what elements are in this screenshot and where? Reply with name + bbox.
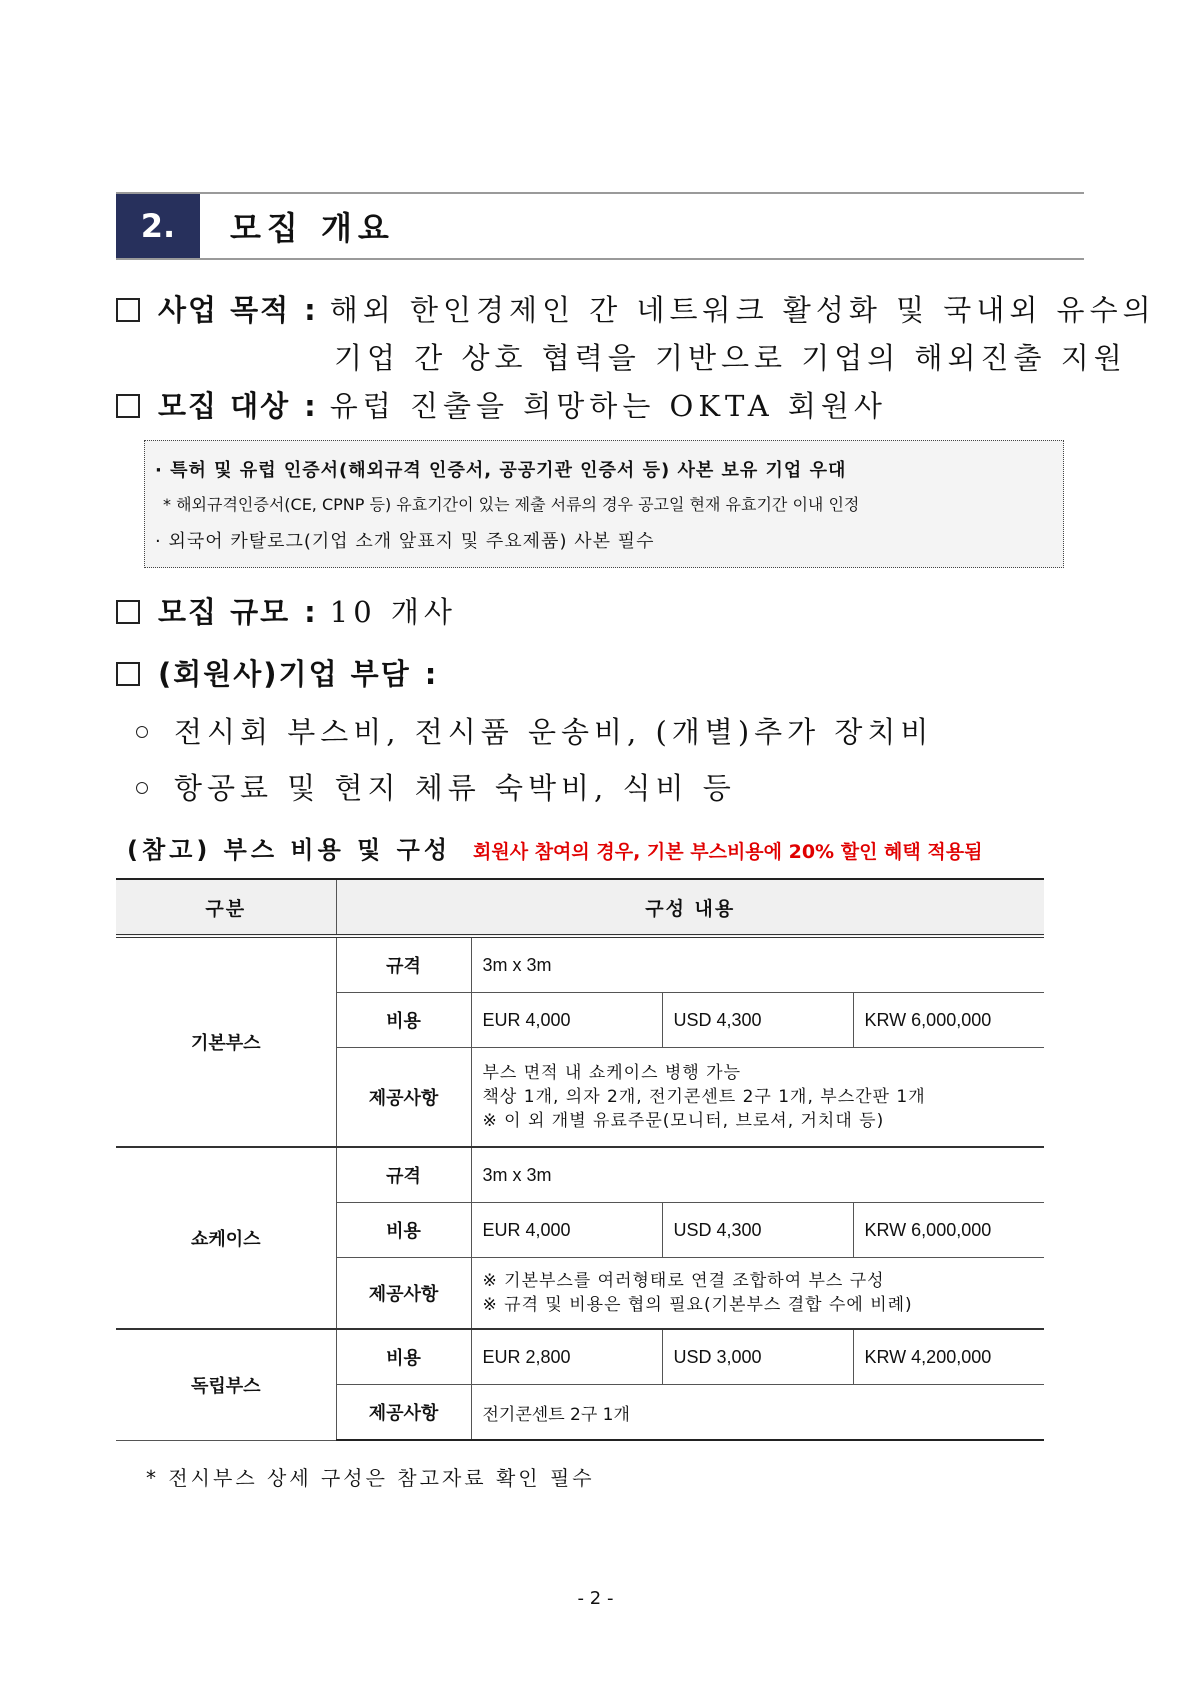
target-label: 모집 대상 (158, 389, 291, 423)
notice-line-3: · 외국어 카탈로그(기업 소개 앞표지 및 주요제품) 사본 필수 (155, 531, 655, 552)
table-row (116, 1147, 1044, 1203)
basic-cost-usd: USD 4,300 (662, 993, 853, 1048)
burden-label: (회원사)기업 부담 (158, 657, 411, 691)
showcase-spec-label: 규격 (336, 1147, 471, 1203)
checkbox-square-icon (116, 298, 140, 322)
purpose-colon: : (304, 293, 316, 327)
reference-title: (참고) 부스 비용 및 구성 (127, 836, 452, 864)
showcase-provide-line-2: ※ 규격 및 비용은 협의 필요(기본부스 결합 수에 비례) (482, 1295, 913, 1315)
circle-bullet-icon (136, 726, 148, 738)
independent-provide-value: 전기콘센트 2구 1개 (471, 1385, 1044, 1441)
basic-spec-value: 3m x 3m (471, 936, 1044, 993)
circle-bullet-icon (136, 782, 148, 794)
reference-discount-note: 회원사 참여의 경우, 기본 부스비용에 20% 할인 혜택 적용됨 (473, 841, 983, 863)
purpose-line-2: 기업 간 상호 협력을 기반으로 기업의 해외진출 지원 (334, 341, 1127, 375)
basic-cost-label: 비용 (336, 993, 471, 1048)
notice-box (144, 440, 1064, 568)
burden-sub-text-1: 전시회 부스비, 전시품 운송비, (개별)추가 장치비 (174, 715, 934, 749)
showcase-spec-value: 3m x 3m (471, 1147, 1044, 1203)
checkbox-square-icon (116, 662, 140, 686)
purpose-line-1: 해외 한인경제인 간 네트워크 활성화 및 국내외 유수의 (329, 293, 1156, 327)
showcase-cost-eur: EUR 4,000 (471, 1203, 662, 1258)
independent-provide-label: 제공사항 (336, 1385, 471, 1441)
basic-provide-line-1: 부스 면적 내 쇼케이스 병행 가능 (482, 1063, 742, 1083)
page-number: - 2 - (577, 1588, 614, 1609)
independent-cost-eur: EUR 2,800 (471, 1329, 662, 1385)
basic-provide-line-2: 책상 1개, 의자 2개, 전기콘센트 2구 1개, 부스간판 1개 (482, 1087, 926, 1107)
basic-cost-krw: KRW 6,000,000 (853, 993, 1044, 1048)
section-number-badge: 2. (116, 194, 200, 258)
basic-provide-label: 제공사항 (336, 1048, 471, 1148)
scale-text: 10 개사 (329, 595, 457, 629)
reference-heading (127, 830, 982, 865)
showcase-provide-label: 제공사항 (336, 1258, 471, 1330)
showcase-cost-usd: USD 4,300 (662, 1203, 853, 1258)
basic-cost-eur: EUR 4,000 (471, 993, 662, 1048)
table-row (116, 1329, 1044, 1385)
basic-provide-line-3: ※ 이 외 개별 유료주문(모니터, 브로셔, 거치대 등) (482, 1111, 885, 1131)
purpose-item (116, 288, 1156, 329)
showcase-provide-line-1: ※ 기본부스를 여러형태로 연결 조합하여 부스 구성 (482, 1271, 885, 1291)
purpose-label: 사업 목적 (158, 293, 291, 327)
scale-label: 모집 규모 (158, 595, 291, 629)
basic-booth-name: 기본부스 (116, 936, 336, 1147)
section-title: 모집 개요 (230, 209, 395, 247)
target-colon: : (304, 389, 316, 423)
header-category: 구분 (116, 879, 336, 936)
independent-cost-usd: USD 3,000 (662, 1329, 853, 1385)
burden-sub-item-2 (136, 766, 736, 807)
notice-line-2: * 해외규격인증서(CE, CPNP 등) 유효기간이 있는 제출 서류의 경우 공고일 현재 유효기간 이내 인정 (163, 495, 860, 514)
showcase-cost-krw: KRW 6,000,000 (853, 1203, 1044, 1258)
scale-item (116, 590, 457, 631)
booth-cost-table (116, 878, 1044, 1441)
target-item (116, 384, 887, 425)
burden-sub-item-1 (136, 710, 933, 751)
burden-item (116, 652, 450, 693)
independent-cost-krw: KRW 4,200,000 (853, 1329, 1044, 1385)
notice-line-1: · 특허 및 유럽 인증서(해외규격 인증서, 공공기관 인증서 등) 사본 보유 기업 우대 (155, 460, 847, 481)
basic-provide-cell (471, 1048, 1044, 1148)
checkbox-square-icon (116, 394, 140, 418)
checkbox-square-icon (116, 600, 140, 624)
scale-colon: : (304, 595, 316, 629)
section-top-rule (116, 192, 1084, 194)
showcase-provide-cell (471, 1258, 1044, 1330)
header-content: 구성 내용 (336, 879, 1044, 936)
section-bottom-rule (116, 258, 1084, 260)
independent-cost-label: 비용 (336, 1329, 471, 1385)
basic-spec-label: 규격 (336, 936, 471, 993)
independent-booth-name: 독립부스 (116, 1329, 336, 1440)
table-header-row (116, 879, 1044, 936)
showcase-cost-label: 비용 (336, 1203, 471, 1258)
burden-sub-text-2: 항공료 및 현지 체류 숙박비, 식비 등 (174, 771, 736, 805)
table-row (116, 936, 1044, 993)
burden-colon: : (424, 657, 437, 691)
showcase-name: 쇼케이스 (116, 1147, 336, 1329)
footnote: * 전시부스 상세 구성은 참고자료 확인 필수 (146, 1466, 595, 1490)
target-text: 유럽 진출을 희망하는 OKTA 회원사 (329, 389, 887, 423)
